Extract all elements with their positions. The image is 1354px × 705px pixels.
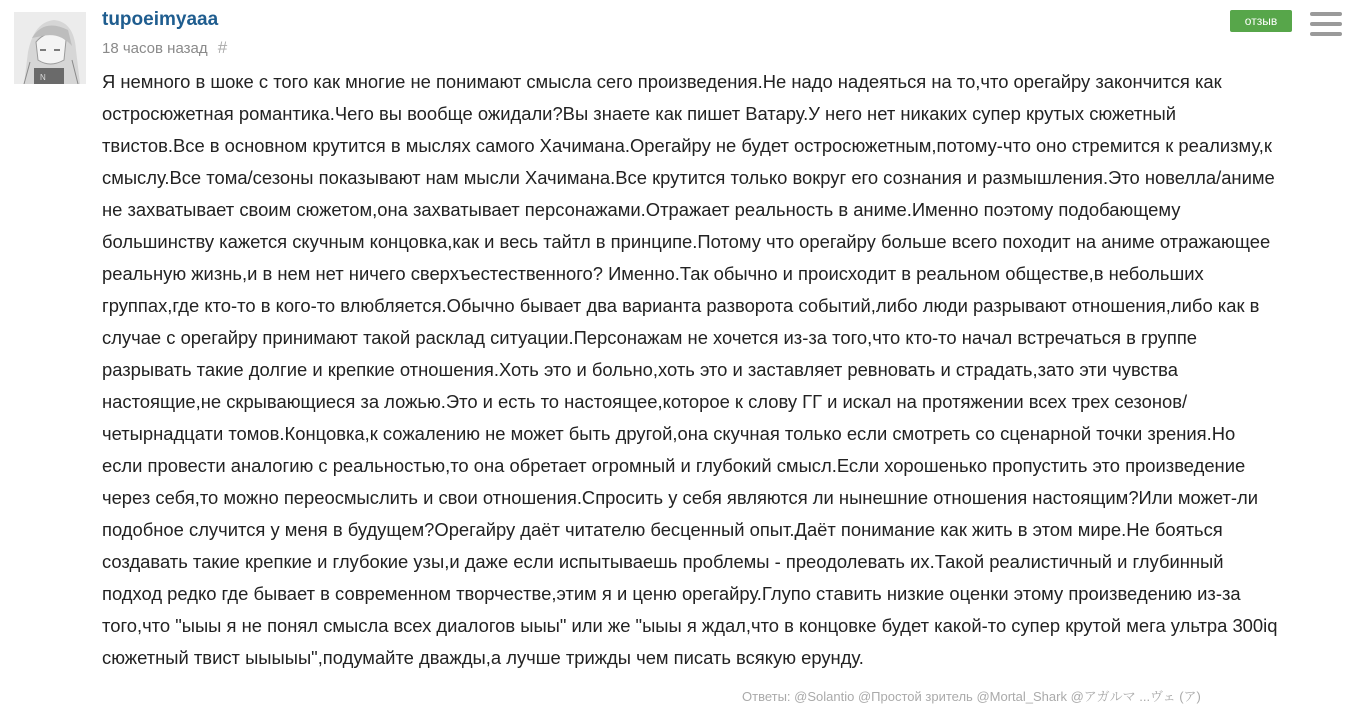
- comment-line: большинству кажется скучным концовка,как и весь тайтл в принципе.Потому что орегайру больше всего походит на аниме отражающее: [102, 231, 1271, 252]
- reply-link[interactable]: @Mortal_Shark: [976, 689, 1067, 704]
- permalink-hash[interactable]: #: [217, 38, 228, 57]
- hamburger-menu-icon[interactable]: [1310, 12, 1342, 40]
- comment-line: подобное случится у меня в будущем?Орегайру даёт читателю бесценный опыт.Даёт понимание как жить в этом мире.Не бояться: [102, 519, 1223, 540]
- comment-line: через себя,то можно переосмыслить и свои отношения.Спросить у себя являются ли нынешние отношения настоящим?Или может-ли: [102, 487, 1259, 508]
- comment-line: случае с орегайру принимают такой расклад ситуации.Персонажам не хочется из-за того,что кто-то начал встречаться в группе: [102, 327, 1198, 348]
- reply-link[interactable]: ...ヴェ (ア): [1139, 689, 1201, 704]
- replies-label: Ответы:: [742, 689, 791, 704]
- comment-line: смыслу.Все тома/сезоны показывают нам мысли Хачимана.Все крутится только вокруг его сознания и размышления.Это новелла/аниме: [102, 167, 1275, 188]
- menu-bar: [1310, 22, 1342, 26]
- comment-line: реальную жизнь,и в нем нет ничего сверхъестественного? Именно.Так обычно и происходит в реальном обществе,в небольших: [102, 263, 1204, 284]
- comment-meta: [102, 38, 227, 58]
- user-avatar[interactable]: [14, 12, 86, 84]
- comment-line: создавать такие крепкие и глубокие узы,и даже если испытываешь проблемы - преодолевать их.Такой реалистичный и глубинный: [102, 551, 1224, 572]
- reply-link[interactable]: @アガルマ: [1070, 689, 1136, 704]
- reply-link[interactable]: @Простой зритель: [857, 689, 973, 704]
- comment-line: того,что "ыыы я не понял смысла всех диалогов ыыы" или же "ыыы я ждал,что в концовке будет какой-то супер крутой мега ультра 300iq: [102, 615, 1278, 636]
- comment-body: [102, 66, 1346, 674]
- comment-line: остросюжетная романтика.Чего вы вообще ожидали?Вы знаете как пишет Ватару.У него нет никаких супер крутых сюжетный: [102, 103, 1176, 124]
- comment-line: не захватывает своим сюжетом,она захватывает персонажами.Отражает реальность в аниме.Именно поэтому подобающему: [102, 199, 1181, 220]
- comment-line: сюжетный твист ыыыыы",подумайте дважды,а лучше трижды чем писать всякую ерунду.: [102, 647, 864, 668]
- comment-line: разрывать такие долгие и крепкие отношения.Хоть это и больно,хоть это и заставляет ревновать и страдать,зато эти чувства: [102, 359, 1178, 380]
- comment-line: подход редко где бывает в современном творчестве,этим я и ценю орегайру.Глупо ставить низкие оценки этому произведению из-за: [102, 583, 1241, 604]
- svg-text:N: N: [40, 73, 46, 82]
- comment-line: твистов.Все в основном крутится в мыслях самого Хачимана.Орегайру не будет остросюжетным,потому-что оно стремится к реализму,к: [102, 135, 1272, 156]
- comment-line: четырнадцати томов.Концовка,к сожалению не может быть другой,она скучная только если смотреть со сценарной точки зрения.Но: [102, 423, 1236, 444]
- menu-bar: [1310, 12, 1342, 16]
- comment-line: группах,где кто-то в кого-то влюбляется.Обычно бывает два варианта разворота событий,либо люди разрывают отношения,либо как в: [102, 295, 1260, 316]
- review-badge: отзыв: [1230, 10, 1292, 32]
- author-link[interactable]: tupoeimyaaa: [102, 9, 219, 30]
- reply-link[interactable]: @Solantio: [794, 689, 855, 704]
- comment-line: Я немного в шоке с того как многие не понимают смысла сего произведения.Не надо надеяться на то,что орегайру закончится как: [102, 71, 1222, 92]
- comment-line: настоящие,не скрывающиеся за ложью.Это и есть то настоящее,которое к слову ГГ и искал на протяжении всех трех сезонов/: [102, 391, 1188, 412]
- comment-time: 18 часов назад: [102, 40, 208, 57]
- avatar-image-icon: [14, 12, 86, 84]
- menu-bar: [1310, 32, 1342, 36]
- comment-line: если провести аналогию с реальностью,то она обретает огромный и глубокий смысл.Если хорошенько пропустить это произведение: [102, 455, 1246, 476]
